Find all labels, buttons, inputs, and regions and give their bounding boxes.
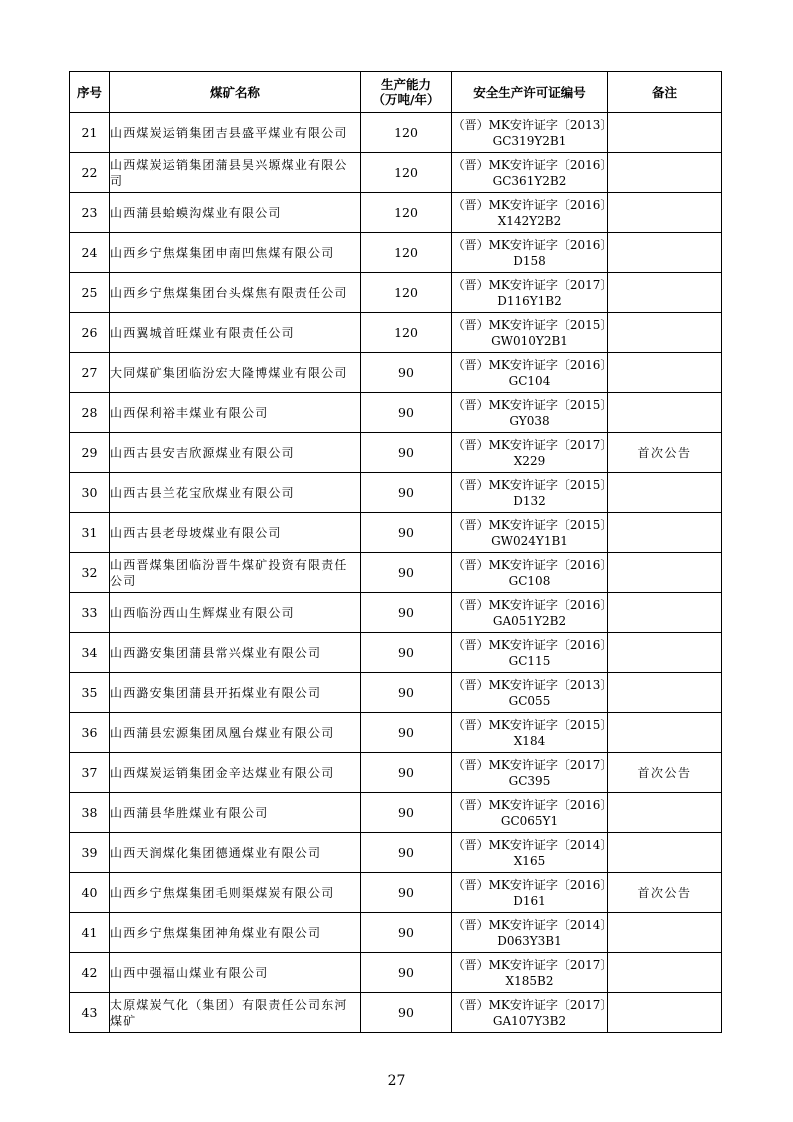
row-number-cell: 43 <box>70 993 110 1033</box>
row-number-cell: 33 <box>70 593 110 633</box>
table-row <box>70 793 722 833</box>
permit-number-cell: （晋）MK安许证字〔2013〕GC319Y2B1 <box>452 113 608 153</box>
capacity-cell: 90 <box>361 593 452 633</box>
row-number-cell: 41 <box>70 913 110 953</box>
note-cell <box>608 913 722 953</box>
table-row <box>70 873 722 913</box>
permit-number-cell: （晋）MK安许证字〔2016〕GC115 <box>452 633 608 673</box>
mine-name-cell: 山西翼城首旺煤业有限责任公司 <box>110 313 361 353</box>
header-capacity-text: 生产能力 （万吨/年） <box>372 77 440 107</box>
capacity-cell: 90 <box>361 753 452 793</box>
table-row <box>70 593 722 633</box>
table-row <box>70 633 722 673</box>
note-cell <box>608 833 722 873</box>
capacity-cell: 90 <box>361 553 452 593</box>
header-note: 备注 <box>608 72 722 113</box>
note-cell <box>608 193 722 233</box>
note-cell <box>608 113 722 153</box>
note-cell <box>608 993 722 1033</box>
note-cell: 首次公告 <box>608 433 722 473</box>
permit-number-cell: （晋）MK安许证字〔2016〕GC065Y1 <box>452 793 608 833</box>
mine-name-cell: 山西潞安集团蒲县开拓煤业有限公司 <box>110 673 361 713</box>
coal-mine-table <box>69 71 722 1033</box>
permit-number-cell: （晋）MK安许证字〔2017〕X185B2 <box>452 953 608 993</box>
note-cell <box>608 633 722 673</box>
capacity-cell: 90 <box>361 513 452 553</box>
row-number-cell: 31 <box>70 513 110 553</box>
row-number-cell: 34 <box>70 633 110 673</box>
permit-number-cell: （晋）MK安许证字〔2015〕GW024Y1B1 <box>452 513 608 553</box>
permit-number-cell: （晋）MK安许证字〔2016〕D158 <box>452 233 608 273</box>
mine-name-cell: 大同煤矿集团临汾宏大隆博煤业有限公司 <box>110 353 361 393</box>
note-cell <box>608 513 722 553</box>
mine-name-cell: 山西天润煤化集团德通煤业有限公司 <box>110 833 361 873</box>
note-cell <box>608 713 722 753</box>
mine-name-cell: 山西古县安吉欣源煤业有限公司 <box>110 433 361 473</box>
note-cell <box>608 473 722 513</box>
note-cell <box>608 273 722 313</box>
permit-number-cell: （晋）MK安许证字〔2015〕X184 <box>452 713 608 753</box>
permit-number-cell: （晋）MK安许证字〔2015〕D132 <box>452 473 608 513</box>
row-number-cell: 25 <box>70 273 110 313</box>
permit-number-cell: （晋）MK安许证字〔2017〕GC395 <box>452 753 608 793</box>
capacity-cell: 120 <box>361 113 452 153</box>
mine-name-cell: 山西古县老母坡煤业有限公司 <box>110 513 361 553</box>
row-number-cell: 21 <box>70 113 110 153</box>
permit-number-cell: （晋）MK安许证字〔2014〕D063Y3B1 <box>452 913 608 953</box>
header-number: 序号 <box>70 72 110 113</box>
table-row <box>70 473 722 513</box>
capacity-cell: 120 <box>361 273 452 313</box>
table-row <box>70 673 722 713</box>
row-number-cell: 28 <box>70 393 110 433</box>
table-row <box>70 513 722 553</box>
row-number-cell: 26 <box>70 313 110 353</box>
table-row <box>70 713 722 753</box>
mine-name-cell: 山西乡宁焦煤集团台头煤焦有限责任公司 <box>110 273 361 313</box>
permit-number-cell: （晋）MK安许证字〔2013〕GC055 <box>452 673 608 713</box>
table-row <box>70 953 722 993</box>
note-cell: 首次公告 <box>608 753 722 793</box>
mine-name-cell: 山西蒲县宏源集团凤凰台煤业有限公司 <box>110 713 361 753</box>
mine-name-cell: 山西乡宁焦煤集团申南凹焦煤有限公司 <box>110 233 361 273</box>
table-row <box>70 993 722 1033</box>
table-row <box>70 353 722 393</box>
mine-name-cell: 太原煤炭气化（集团）有限责任公司东河煤矿 <box>110 993 361 1033</box>
note-cell <box>608 393 722 433</box>
permit-number-cell: （晋）MK安许证字〔2016〕GC108 <box>452 553 608 593</box>
mine-name-cell: 山西蒲县华胜煤业有限公司 <box>110 793 361 833</box>
permit-number-cell: （晋）MK安许证字〔2014〕X165 <box>452 833 608 873</box>
permit-number-cell: （晋）MK安许证字〔2016〕GC361Y2B2 <box>452 153 608 193</box>
row-number-cell: 30 <box>70 473 110 513</box>
note-cell <box>608 553 722 593</box>
capacity-cell: 90 <box>361 433 452 473</box>
permit-number-cell: （晋）MK安许证字〔2017〕GA107Y3B2 <box>452 993 608 1033</box>
row-number-cell: 29 <box>70 433 110 473</box>
note-cell <box>608 153 722 193</box>
capacity-cell: 120 <box>361 233 452 273</box>
note-cell <box>608 313 722 353</box>
capacity-cell: 90 <box>361 713 452 753</box>
capacity-cell: 90 <box>361 673 452 713</box>
header-permit-number: 安全生产许可证编号 <box>452 72 608 113</box>
capacity-cell: 90 <box>361 953 452 993</box>
mine-name-cell: 山西潞安集团蒲县常兴煤业有限公司 <box>110 633 361 673</box>
capacity-cell: 90 <box>361 993 452 1033</box>
row-number-cell: 27 <box>70 353 110 393</box>
table-row <box>70 273 722 313</box>
capacity-cell: 90 <box>361 633 452 673</box>
mine-name-cell: 山西蒲县蛤蟆沟煤业有限公司 <box>110 193 361 233</box>
mine-name-cell: 山西临汾西山生辉煤业有限公司 <box>110 593 361 633</box>
row-number-cell: 37 <box>70 753 110 793</box>
capacity-cell: 90 <box>361 393 452 433</box>
table-row <box>70 393 722 433</box>
row-number-cell: 42 <box>70 953 110 993</box>
row-number-cell: 39 <box>70 833 110 873</box>
note-cell <box>608 673 722 713</box>
permit-number-cell: （晋）MK安许证字〔2016〕X142Y2B2 <box>452 193 608 233</box>
permit-number-cell: （晋）MK安许证字〔2016〕D161 <box>452 873 608 913</box>
capacity-cell: 90 <box>361 833 452 873</box>
permit-number-cell: （晋）MK安许证字〔2016〕GC104 <box>452 353 608 393</box>
table-row <box>70 433 722 473</box>
note-cell <box>608 793 722 833</box>
capacity-cell: 90 <box>361 793 452 833</box>
table-row <box>70 193 722 233</box>
mine-name-cell: 山西晋煤集团临汾晋牛煤矿投资有限责任公司 <box>110 553 361 593</box>
capacity-cell: 120 <box>361 153 452 193</box>
capacity-cell: 90 <box>361 473 452 513</box>
note-cell <box>608 233 722 273</box>
row-number-cell: 40 <box>70 873 110 913</box>
row-number-cell: 35 <box>70 673 110 713</box>
row-number-cell: 36 <box>70 713 110 753</box>
table-row <box>70 313 722 353</box>
permit-number-cell: （晋）MK安许证字〔2017〕X229 <box>452 433 608 473</box>
table-header-row <box>70 72 722 113</box>
table-row <box>70 233 722 273</box>
table-row <box>70 753 722 793</box>
mine-name-cell: 山西煤炭运销集团吉县盛平煤业有限公司 <box>110 113 361 153</box>
capacity-cell: 90 <box>361 913 452 953</box>
note-cell: 首次公告 <box>608 873 722 913</box>
capacity-cell: 90 <box>361 353 452 393</box>
row-number-cell: 24 <box>70 233 110 273</box>
capacity-cell: 120 <box>361 193 452 233</box>
note-cell <box>608 593 722 633</box>
note-cell <box>608 953 722 993</box>
mine-name-cell: 山西中强福山煤业有限公司 <box>110 953 361 993</box>
table-row <box>70 113 722 153</box>
header-mine-name: 煤矿名称 <box>110 72 361 113</box>
mine-name-cell: 山西保利裕丰煤业有限公司 <box>110 393 361 433</box>
table-row <box>70 153 722 193</box>
row-number-cell: 22 <box>70 153 110 193</box>
mine-name-cell: 山西煤炭运销集团金辛达煤业有限公司 <box>110 753 361 793</box>
table-row <box>70 553 722 593</box>
page-number: 27 <box>387 1073 406 1089</box>
permit-number-cell: （晋）MK安许证字〔2015〕GY038 <box>452 393 608 433</box>
row-number-cell: 23 <box>70 193 110 233</box>
mine-name-cell: 山西乡宁焦煤集团毛则渠煤炭有限公司 <box>110 873 361 913</box>
mine-name-cell: 山西乡宁焦煤集团神角煤业有限公司 <box>110 913 361 953</box>
note-cell <box>608 353 722 393</box>
mine-name-cell: 山西古县兰花宝欣煤业有限公司 <box>110 473 361 513</box>
capacity-cell: 90 <box>361 873 452 913</box>
permit-number-cell: （晋）MK安许证字〔2017〕D116Y1B2 <box>452 273 608 313</box>
table-row <box>70 913 722 953</box>
table-row <box>70 833 722 873</box>
capacity-cell: 120 <box>361 313 452 353</box>
row-number-cell: 32 <box>70 553 110 593</box>
mine-name-cell: 山西煤炭运销集团蒲县昊兴塬煤业有限公司 <box>110 153 361 193</box>
permit-number-cell: （晋）MK安许证字〔2016〕GA051Y2B2 <box>452 593 608 633</box>
table-body <box>70 113 722 1033</box>
header-capacity <box>361 72 452 113</box>
row-number-cell: 38 <box>70 793 110 833</box>
permit-number-cell: （晋）MK安许证字〔2015〕GW010Y2B1 <box>452 313 608 353</box>
